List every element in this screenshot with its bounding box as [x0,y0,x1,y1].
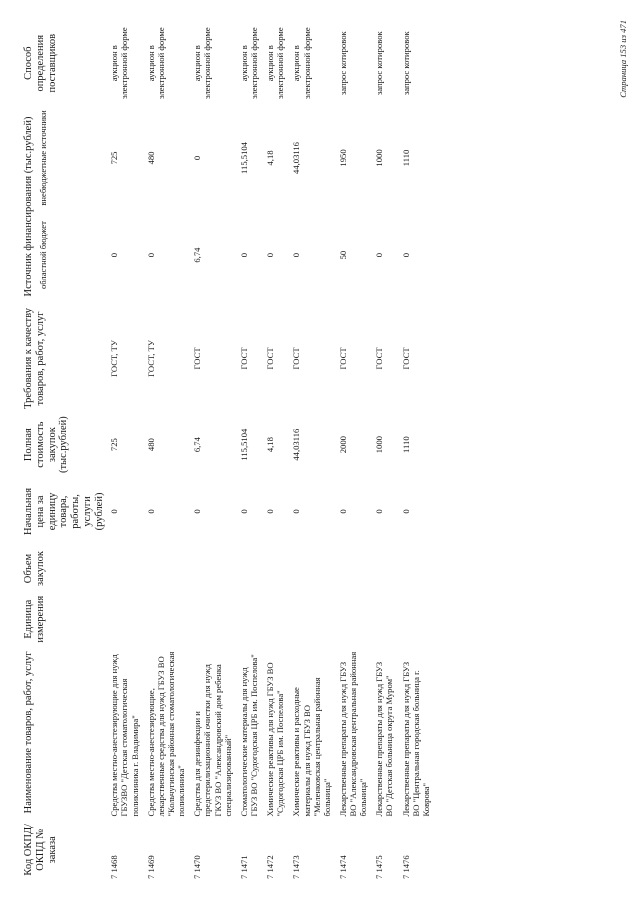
row-code [335,819,371,881]
row-name: Средства местно-анестезирующие для нужд ГБУЗВО "Детская стоматологическая поликлиника г. Владимира" [109,654,140,817]
header-volume: Объем закупок [23,551,46,587]
table-row [288,19,335,881]
row-financing [335,107,371,305]
row-start-price: 0 [192,509,203,514]
row-other: 1000 [374,149,385,167]
row-full-cost: 115,5104 [238,428,249,461]
financing-regional-label: областной бюджет [37,221,48,290]
row-other: 115,5104 [238,142,249,174]
header-requirements: Требования к качеству товаров, работ, услуг [23,308,46,409]
order-number: 1474 [337,855,348,873]
table-row [335,19,371,881]
row-full-cost: 1110 [400,436,411,453]
row-code [398,819,434,881]
okpd-code: 7 [374,874,385,879]
row-full-cost: 480 [145,438,156,452]
row-name: Стоматологические материалы для нужд ГБУЗ ВО "Судогодская ЦРБ им. Поспелова" [238,654,259,817]
table-row [236,19,262,881]
financing-other-label: внебюджетные источники [37,110,48,206]
order-number: 1469 [145,855,156,873]
row-regional: 0 [291,252,302,258]
okpd-code: 7 [337,874,348,879]
row-volume [106,545,142,592]
row-regional: 0 [109,252,120,258]
header-start-price: Начальная цена за единицу товара, работы, услуги (рублей) [23,487,105,535]
row-financing [398,107,434,305]
row-method: аукцион в электронной форме [265,27,286,100]
row-code [288,819,335,881]
row-other: 725 [109,151,120,165]
row-start-price: 0 [238,509,249,514]
row-regional: 50 [337,250,348,260]
order-number: 1476 [400,855,411,873]
row-method: аукцион в электронной форме [238,27,259,100]
row-start-price: 0 [265,509,276,514]
row-financing [371,107,397,305]
row-code [189,819,236,881]
header-financing [22,107,106,305]
row-other: 44,03116 [291,142,302,174]
header-unit: Единица измерения [23,595,46,643]
row-code [262,819,288,881]
table-row [143,19,190,881]
row-unit [262,592,288,646]
row-unit [236,592,262,646]
row-regional: 6,74 [192,247,203,263]
row-method: аукцион в электронной форме [145,27,166,100]
row-unit [398,592,434,646]
row-code [143,819,190,881]
row-method: запрос котировок [337,31,348,96]
row-requirements: ГОСТ [265,347,276,370]
okpd-code: 7 [109,874,120,879]
order-number: 1470 [192,855,203,873]
row-code [236,819,262,881]
row-code [106,819,142,881]
financing-title: Источник финансирования (тыс.рублей) [23,116,34,297]
row-name: Лекарственные препараты для нужд ГБУЗ ВО "Александровская центральная районная больница" [337,651,369,817]
row-requirements: ГОСТ [374,347,385,370]
row-financing [143,107,190,305]
table-row [398,19,434,881]
table-row [106,19,142,881]
order-number: 1471 [238,855,249,873]
row-regional: 0 [400,252,411,258]
row-other: 4,18 [265,150,276,166]
row-requirements: ГОСТ [238,347,249,370]
header-code: Код ОКПД/ ОКПД № заказа [23,823,58,876]
row-method: аукцион в электронной форме [109,27,130,100]
table-body [106,19,434,881]
okpd-code: 7 [291,874,302,879]
row-unit [106,592,142,646]
procurement-table [22,19,434,881]
row-other: 1950 [337,149,348,167]
row-method: запрос котировок [400,31,411,96]
row-other: 1110 [400,149,411,167]
header-full-cost: Полная стоимость закупок (тыс.рублей) [23,416,70,474]
row-start-price: 0 [109,509,120,514]
row-method: аукцион в электронной форме [192,27,213,100]
row-full-cost: 1000 [374,436,385,454]
row-name: Химические реактивы для нужд ГБУЗ ВО "Судогодская ЦРБ им. Поспелова" [265,662,286,817]
row-method: запрос котировок [374,31,385,96]
row-financing [189,107,236,305]
row-volume [371,545,397,592]
row-volume [189,545,236,592]
order-number: 1475 [374,855,385,873]
okpd-code: 7 [265,874,276,879]
header-row [22,19,106,881]
row-full-cost: 4,18 [265,437,276,453]
row-name: Средства местно-анестезирующие, лекарственные средства для нужд ГБУЗ ВО "Кольчугинская районная стоматологическая поликлиника" [145,651,187,817]
row-requirements: ГОСТ, ТУ [109,340,120,377]
row-regional: 0 [265,252,276,258]
row-start-price: 0 [400,509,411,514]
row-full-cost: 6,74 [192,437,203,453]
row-full-cost: 44,03116 [291,428,302,461]
header-method: Способ определения поставщиков [23,33,58,93]
page-footer: Страница 153 из 471 [617,20,628,98]
row-other: 0 [192,155,203,161]
row-method: аукцион в электронной форме [291,27,312,100]
row-start-price: 0 [145,509,156,514]
header-name: Наименование товаров, работ, услуг [23,651,34,814]
row-volume [335,545,371,592]
order-number: 1472 [265,855,276,873]
row-full-cost: 725 [109,438,120,452]
order-number: 1473 [291,855,302,873]
table-row [262,19,288,881]
row-requirements: ГОСТ [192,347,203,370]
row-name: Лекарственные препараты для нужд ГБУЗ ВО "Центральная городская больница г. Коврова" [400,661,431,817]
row-requirements: ГОСТ, ТУ [145,340,156,377]
row-start-price: 0 [337,509,348,514]
row-other: 480 [145,151,156,165]
okpd-code: 7 [238,874,249,879]
row-unit [335,592,371,646]
okpd-code: 7 [400,874,411,879]
row-full-cost: 2000 [337,436,348,454]
row-name: Средства для дезинфекции и предстерилизационной очистки для нужд ГКУЗ ВО "Александровский дом ребенка специализированный" [192,664,233,817]
row-volume [236,545,262,592]
row-unit [143,592,190,646]
row-requirements: ГОСТ [291,347,302,370]
row-start-price: 0 [291,509,302,514]
table-row [189,19,236,881]
okpd-code: 7 [192,874,203,879]
order-number: 1468 [109,855,120,873]
row-financing [236,107,262,305]
table-row [371,19,397,881]
row-regional: 0 [374,252,385,258]
row-unit [288,592,335,646]
row-name: Лекарственные препараты для нужд ГБУЗ ВО "Детская больница округа Муром" [374,661,395,817]
row-regional: 0 [145,252,156,258]
row-volume [143,545,190,592]
row-financing [288,107,335,305]
row-financing [262,107,288,305]
row-volume [288,545,335,592]
row-volume [262,545,288,592]
okpd-code: 7 [145,874,156,879]
row-code [371,819,397,881]
row-unit [189,592,236,646]
row-financing [106,107,142,305]
row-name: Химические реактивы и расходные материалы для нужд ГБУЗ ВО "Меленковская центральная районная больница" [291,677,332,817]
row-volume [398,545,434,592]
row-requirements: ГОСТ [400,347,411,370]
row-regional: 0 [238,252,249,258]
row-requirements: ГОСТ [337,347,348,370]
row-unit [371,592,397,646]
row-start-price: 0 [374,509,385,514]
